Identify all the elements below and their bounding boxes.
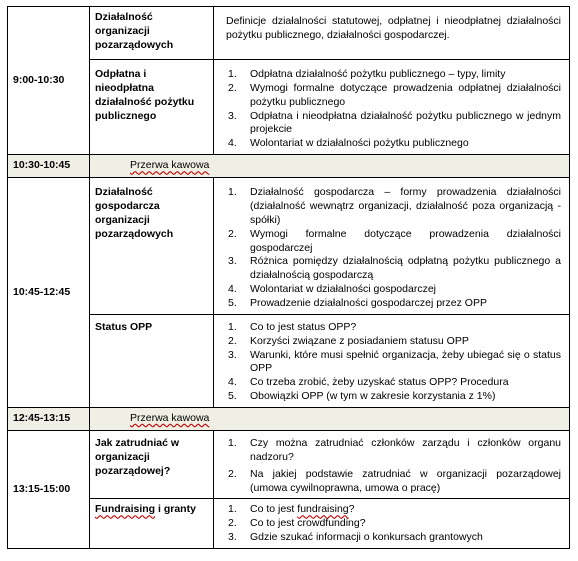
- list-item: 1. Odpłatna działalność pożytku publicznego – typy, limity: [228, 68, 506, 80]
- content-cell: [214, 314, 570, 407]
- topic-cell: Odpłatna i nieodpłatna działalność pożytku publicznego: [90, 60, 214, 155]
- list-item: 2. Co to jest crowdfunding?: [228, 517, 366, 530]
- list-item: 2. Wymogi formalne dotyczące prowadzenia działalności gospodarczej: [228, 227, 561, 254]
- list-item: 5. Prowadzenie działalności gospodarczej przez OPP: [228, 297, 487, 310]
- numbered-list: [220, 68, 561, 151]
- table-row: [8, 178, 570, 315]
- list-item: 1. Co to jest status OPP?: [228, 320, 357, 333]
- topic-cell: Jak zatrudniać w organizacji pozarządowej?: [90, 431, 214, 499]
- content-cell: Definicje działalności statutowej, odpłatnej i nieodpłatnej działalności pożytku publicznego, działalności gospodarczej.: [214, 7, 570, 60]
- time-cell: 10:45-12:45: [8, 178, 90, 408]
- list-item: 3. Gdzie szukać informacji o konkursach grantowych: [228, 531, 483, 544]
- table-row: [8, 431, 570, 499]
- list-item: 4. Co trzeba zrobić, żeby uzyskać status OPP? Procedura: [228, 376, 509, 389]
- topic-cell: Działalność organizacji pozarządowych: [90, 7, 214, 60]
- content-cell: [214, 60, 570, 155]
- list-item: 4. Wolontariat w działalności gospodarczej: [228, 283, 436, 296]
- numbered-list: [220, 437, 561, 495]
- list-item: 3. Warunki, które musi spełnić organizacja, żeby ubiegać się o status OPP: [228, 348, 561, 375]
- table-row: [8, 7, 570, 60]
- list-item: 1. Co to jest fundraising?: [228, 503, 355, 516]
- list-item: 2. Wymogi formalne dotyczące prowadzenia odpłatnej działalności pożytku publicznego: [228, 81, 561, 108]
- table-row: [8, 499, 570, 549]
- topic-part: Fundraising: [95, 503, 156, 516]
- list-item: 3. Różnica pomiędzy działalnością odpłatną pożytku publicznego a działalnością gospodarczą: [228, 255, 561, 282]
- time-cell: 12:45-13:15: [8, 408, 90, 431]
- numbered-list: [220, 186, 561, 311]
- topic-cell: Działalność gospodarcza organizacji pozarządowych: [90, 178, 214, 315]
- list-item: 4. Wolontariat w działalności pożytku publicznego: [228, 137, 469, 150]
- content-cell: [214, 499, 570, 549]
- agenda-table: [7, 6, 570, 549]
- content-cell: [214, 178, 570, 315]
- topic-part: i granty: [155, 503, 196, 516]
- content-cell: [214, 431, 570, 499]
- numbered-list: [220, 321, 561, 404]
- agenda-document: [7, 6, 570, 549]
- list-item: 2. Korzyści związane z posiadaniem statusu OPP: [228, 334, 469, 347]
- time-cell: 9:00-10:30: [8, 7, 90, 155]
- topic-cell: Status OPP: [90, 314, 214, 407]
- numbered-list: [220, 503, 561, 545]
- table-row: [8, 60, 570, 155]
- table-row: [8, 314, 570, 407]
- break-cell: [90, 155, 570, 178]
- break-label: Przerwa kawowa: [130, 412, 210, 425]
- break-label: Przerwa kawowa: [130, 159, 210, 172]
- list-item: 3. Odpłatna i nieodpłatna działalność pożytku publicznego w jednym projekcie: [228, 109, 561, 136]
- list-item: 1. Działalność gospodarcza – formy prowadzenia działalności (działalność wewnątrz organizacji, działalność poza organizacją - spółki): [228, 186, 561, 226]
- break-row: [8, 155, 570, 178]
- break-cell: [90, 408, 570, 431]
- list-item: 1. Czy można zatrudniać członków zarządu i członków organu nadzoru?: [228, 437, 561, 463]
- time-cell: 10:30-10:45: [8, 155, 90, 178]
- topic-cell: [90, 499, 214, 549]
- time-cell: 13:15-15:00: [8, 431, 90, 549]
- list-item: 2. Na jakiej podstawie zatrudniać w organizacji pozarządowej (umowa cywilnoprawna, umowa o pracę): [228, 467, 561, 494]
- list-item: 5. Obowiązki OPP (w tym w zakresie korzystania z 1%): [228, 390, 496, 403]
- break-row: [8, 408, 570, 431]
